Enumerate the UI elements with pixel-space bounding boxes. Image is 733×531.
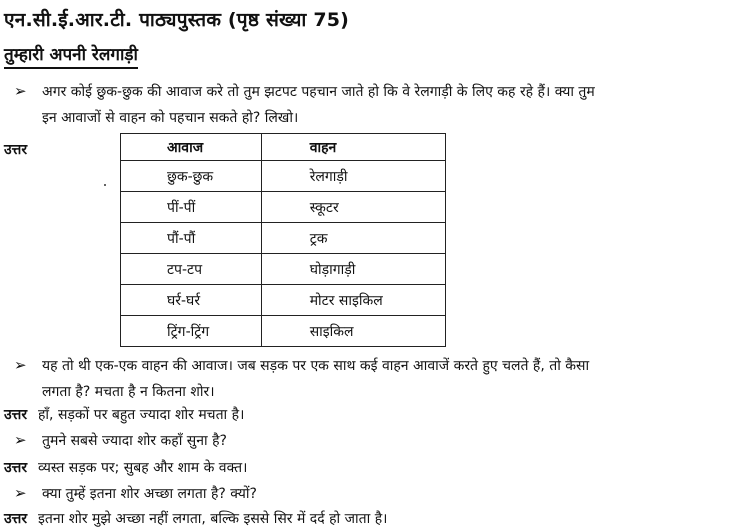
question-1-line-1: अगर कोई छुक-छुक की आवाज करे तो तुम झटपट पहचान जाते हो कि वे रेलगाड़ी के लिए कह रहे हैं। क्या तुम <box>42 84 595 100</box>
question-2-line-2: लगता है? मचता है न कितना शोर। <box>42 384 215 400</box>
answer-2-text: हाँ, सड़कों पर बहुत ज्यादा शोर मचता है। <box>38 407 245 423</box>
table-row <box>121 316 446 347</box>
answer-3-text: व्यस्त सड़क पर; सुबह और शाम के वक्त। <box>38 460 248 476</box>
answer-label: उत्तर <box>4 407 28 423</box>
table-cell-sound: ट्रिंग-ट्रिंग <box>121 316 262 347</box>
section-title: तुम्हारी अपनी रेलगाड़ी <box>4 44 138 69</box>
table-cell-sound: टप-टप <box>121 254 262 285</box>
table-cell-vehicle: साइकिल <box>261 316 445 347</box>
question-3 <box>14 428 726 453</box>
table-row <box>121 285 446 316</box>
answer-3 <box>4 457 726 479</box>
arrow-bullet-icon: ➢ <box>14 82 27 100</box>
question-3-text: तुमने सबसे ज्यादा शोर कहाँ सुना है? <box>42 433 227 449</box>
answer-label: उत्तर <box>4 511 28 527</box>
arrow-bullet-icon: ➢ <box>14 431 27 449</box>
table-cell-vehicle: स्कूटर <box>261 192 445 223</box>
question-4-text: क्या तुम्हें इतना शोर अच्छा लगता है? क्यों? <box>42 486 257 502</box>
table-header-row <box>121 134 446 161</box>
answer-label: उत्तर <box>4 460 28 476</box>
answer-4-text: इतना शोर मुझे अच्छा नहीं लगता, बल्कि इससे सिर में दर्द हो जाता है। <box>38 511 388 527</box>
table-cell-sound: पीं-पीं <box>121 192 262 223</box>
table-row <box>121 192 446 223</box>
table-cell-vehicle: घोड़ागाड़ी <box>261 254 445 285</box>
table-cell-vehicle: ट्रक <box>261 223 445 254</box>
table-cell-vehicle: मोटर साइकिल <box>261 285 445 316</box>
scan-speck <box>104 184 106 186</box>
question-2 <box>14 352 726 405</box>
table-row <box>121 161 446 192</box>
question-1-line-2: इन आवाजों से वाहन को पहचान सकते हो? लिखो। <box>42 110 299 126</box>
sound-vehicle-table <box>120 133 446 347</box>
answer-label-table: उत्तर <box>4 142 28 158</box>
answer-4 <box>4 508 726 530</box>
question-1 <box>14 78 726 131</box>
question-2-line-1: यह तो थी एक-एक वाहन की आवाज। जब सड़क पर एक साथ कई वाहन आवाजें करते हुए चलते हैं, तो कैसा <box>42 358 590 374</box>
table-cell-sound: छुक-छुक <box>121 161 262 192</box>
arrow-bullet-icon: ➢ <box>14 484 27 502</box>
table-cell-sound: पौं-पौं <box>121 223 262 254</box>
table-header-sound: आवाज <box>121 134 262 161</box>
answer-2 <box>4 404 726 426</box>
table-row <box>121 223 446 254</box>
page-header-title: एन.सी.ई.आर.टी. पाठ्यपुस्तक (पृष्ठ संख्या 75) <box>4 9 350 31</box>
question-4 <box>14 481 726 506</box>
arrow-bullet-icon: ➢ <box>14 356 27 374</box>
table-row <box>121 254 446 285</box>
table-cell-sound: घर्र-घर्र <box>121 285 262 316</box>
table-header-vehicle: वाहन <box>261 134 445 161</box>
table-cell-vehicle: रेलगाड़ी <box>261 161 445 192</box>
